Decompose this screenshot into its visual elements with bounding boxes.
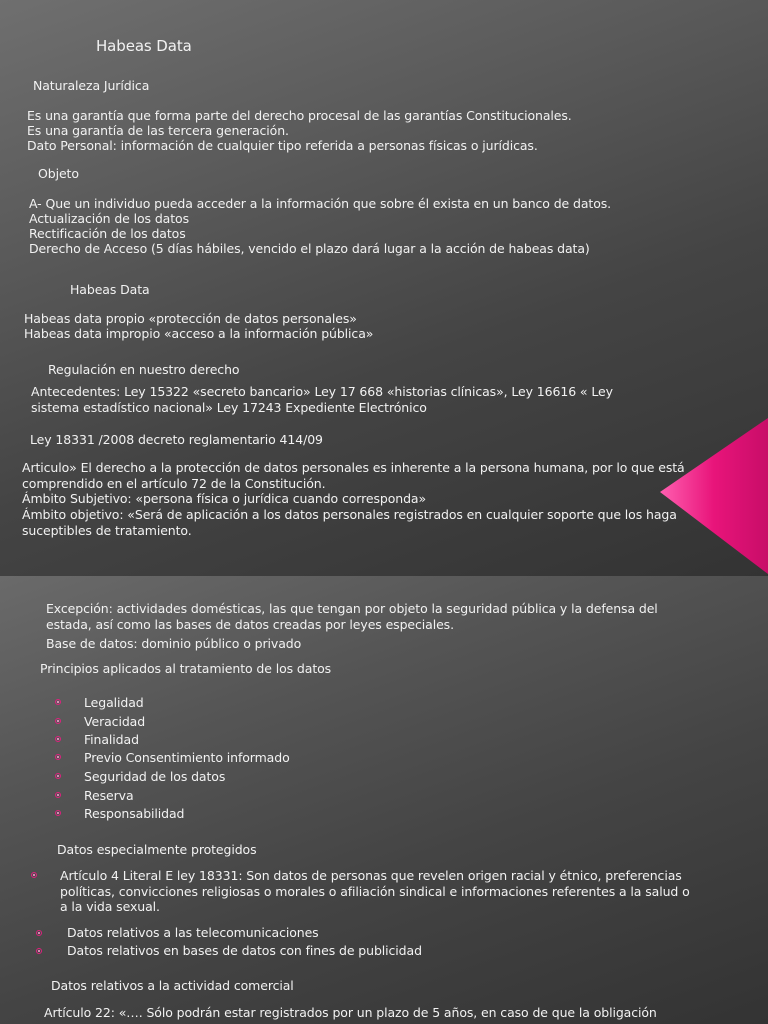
heading-principios: Principios aplicados al tratamiento de los datos — [40, 661, 332, 676]
principio-item: Seguridad de los datos — [84, 769, 226, 784]
heading-regulacion: Regulación en nuestro derecho — [48, 362, 240, 377]
bullet-icon — [55, 699, 61, 705]
heading-habeas-data: Habeas Data — [70, 282, 150, 297]
objeto-line: Actualización de los datos — [29, 211, 190, 226]
objeto-line: Rectificación de los datos — [29, 226, 186, 241]
heading-objeto: Objeto — [38, 166, 79, 181]
bullet-icon — [36, 930, 42, 936]
bullet-icon — [55, 754, 61, 760]
habeas-line: Habeas data impropio «acceso a la información pública» — [24, 326, 374, 341]
principio-item: Reserva — [84, 788, 134, 803]
bullet-icon — [55, 736, 61, 742]
heading-especialmente-protegidos: Datos especialmente protegidos — [57, 842, 257, 857]
antecedentes-text: Antecedentes: Ley 15322 «secreto bancario» Ley 17 668 «historias clínicas», Ley 16616 « Ley sistema estadístico nacional» Ley 17243 Expediente Electrónico — [31, 384, 613, 415]
base-datos-text: Base de datos: dominio público o privado — [46, 636, 302, 651]
naturaleza-line: Es una garantía que forma parte del derecho procesal de las garantías Constitucionales. — [27, 108, 572, 123]
heading-actividad-comercial: Datos relativos a la actividad comercial — [51, 978, 294, 993]
excepcion-text: Excepción: actividades domésticas, las que tengan por objeto la seguridad pública y la defensa del estada, así como las bases de datos creadas por leyes especiales. — [46, 601, 658, 632]
bullet-icon — [31, 872, 37, 878]
relativos-item: Datos relativos a las telecomunicaciones — [67, 925, 319, 940]
principio-item: Responsabilidad — [84, 806, 185, 821]
ambito-objetivo-text: Ámbito objetivo: «Será de aplicación a los datos personales registrados en cualquier soporte que los haga suceptibles de tratamiento. — [22, 507, 677, 538]
naturaleza-line: Dato Personal: información de cualquier tipo referida a personas físicas o jurídicas. — [27, 138, 538, 153]
bullet-icon — [36, 948, 42, 954]
principio-item: Finalidad — [84, 732, 139, 747]
naturaleza-line: Es una garantía de las tercera generación. — [27, 123, 289, 138]
objeto-line: A- Que un individuo pueda acceder a la información que sobre él exista en un banco de datos. — [29, 196, 612, 211]
articulo-text: Articulo» El derecho a la protección de datos personales es inherente a la persona humana, por lo que está comprendido en el artículo 72 de la Constitución. — [22, 460, 685, 491]
slide-title: Habeas Data — [96, 37, 192, 55]
ley-text: Ley 18331 /2008 decreto reglamentario 414/09 — [30, 432, 323, 447]
bullet-icon — [55, 718, 61, 724]
bullet-icon — [55, 792, 61, 798]
slide-2 — [0, 576, 768, 1024]
articulo4-text: Artículo 4 Literal E ley 18331: Son datos de personas que revelen origen racial y étnico, preferencias políticas, convicciones religiosas o morales o afiliación sindical e informaciones referentes a la salud o a la vida sexual. — [60, 868, 690, 914]
ambito-subjetivo-text: Ámbito Subjetivo: «persona física o jurídica cuando corresponda» — [22, 491, 427, 506]
principio-item: Legalidad — [84, 695, 144, 710]
articulo22-text: Artículo 22: «…. Sólo podrán estar registrados por un plazo de 5 años, en caso de que la obligación — [44, 1005, 657, 1020]
principio-item: Veracidad — [84, 714, 146, 729]
relativos-item: Datos relativos en bases de datos con fines de publicidad — [67, 943, 422, 958]
heading-naturaleza: Naturaleza Jurídica — [33, 78, 150, 93]
habeas-line: Habeas data propio «protección de datos personales» — [24, 311, 357, 326]
bullet-icon — [55, 773, 61, 779]
bullet-icon — [55, 810, 61, 816]
principio-item: Previo Consentimiento informado — [84, 750, 290, 765]
objeto-line: Derecho de Acceso (5 días hábiles, vencido el plazo dará lugar a la acción de habeas data) — [29, 241, 590, 256]
